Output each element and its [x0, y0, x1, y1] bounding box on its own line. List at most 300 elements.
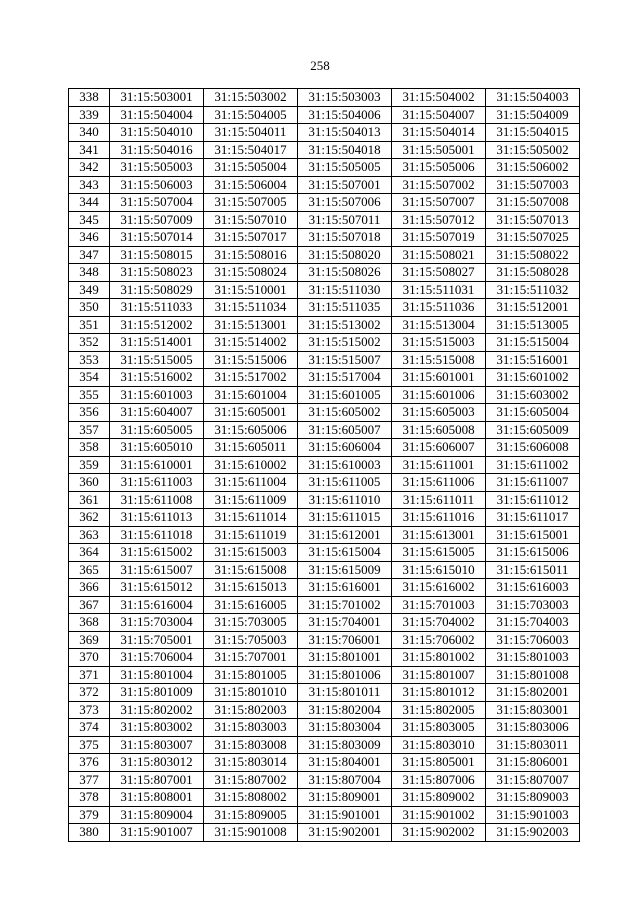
- cadastral-code-cell: 31:15:507018: [298, 229, 392, 247]
- cadastral-code-cell: 31:15:515002: [298, 334, 392, 352]
- cadastral-code-cell: 31:15:504010: [110, 124, 204, 142]
- cadastral-code-cell: 31:15:703005: [204, 614, 298, 632]
- cadastral-code-cell: 31:15:611011: [392, 491, 486, 509]
- row-number-cell: 374: [69, 719, 110, 737]
- cadastral-code-cell: 31:15:801005: [204, 666, 298, 684]
- cadastral-code-cell: 31:15:507004: [110, 194, 204, 212]
- cadastral-code-cell: 31:15:809005: [204, 806, 298, 824]
- row-number-cell: 351: [69, 316, 110, 334]
- table-row: [69, 141, 580, 159]
- cadastral-code-cell: 31:15:615009: [298, 561, 392, 579]
- row-number-cell: 338: [69, 89, 110, 107]
- cadastral-code-cell: 31:15:517002: [204, 369, 298, 387]
- cadastral-code-cell: 31:15:804001: [298, 754, 392, 772]
- table-row: [69, 701, 580, 719]
- table-row: [69, 824, 580, 842]
- row-number-cell: 363: [69, 526, 110, 544]
- cadastral-code-cell: 31:15:901008: [204, 824, 298, 842]
- cadastral-code-cell: 31:15:703004: [110, 614, 204, 632]
- cadastral-code-cell: 31:15:513002: [298, 316, 392, 334]
- cadastral-code-cell: 31:15:611006: [392, 474, 486, 492]
- table-row: [69, 474, 580, 492]
- cadastral-code-cell: 31:15:807004: [298, 771, 392, 789]
- cadastral-code-cell: 31:15:601005: [298, 386, 392, 404]
- row-number-cell: 339: [69, 106, 110, 124]
- row-number-cell: 373: [69, 701, 110, 719]
- cadastral-code-cell: 31:15:508020: [298, 246, 392, 264]
- row-number-cell: 362: [69, 509, 110, 527]
- cadastral-code-cell: 31:15:803011: [486, 736, 580, 754]
- cadastral-code-cell: 31:15:605010: [110, 439, 204, 457]
- cadastral-code-cell: 31:15:801009: [110, 684, 204, 702]
- cadastral-code-cell: 31:15:611001: [392, 456, 486, 474]
- table-row: [69, 229, 580, 247]
- cadastral-code-cell: 31:15:513001: [204, 316, 298, 334]
- cadastral-code-cell: 31:15:805001: [392, 754, 486, 772]
- cadastral-code-cell: 31:15:508021: [392, 246, 486, 264]
- cadastral-code-cell: 31:15:511036: [392, 299, 486, 317]
- cadastral-code-cell: 31:15:706001: [298, 631, 392, 649]
- table-row: [69, 334, 580, 352]
- cadastral-code-cell: 31:15:605004: [486, 404, 580, 422]
- table-row: [69, 404, 580, 422]
- row-number-cell: 366: [69, 579, 110, 597]
- cadastral-code-cell: 31:15:806001: [486, 754, 580, 772]
- row-number-cell: 368: [69, 614, 110, 632]
- table-row: [69, 614, 580, 632]
- cadastral-code-cell: 31:15:611015: [298, 509, 392, 527]
- cadastral-code-cell: 31:15:605009: [486, 421, 580, 439]
- row-number-cell: 347: [69, 246, 110, 264]
- cadastral-code-cell: 31:15:807006: [392, 771, 486, 789]
- cadastral-code-cell: 31:15:516002: [110, 369, 204, 387]
- cadastral-code-cell: 31:15:605005: [110, 421, 204, 439]
- cadastral-code-cell: 31:15:704003: [486, 614, 580, 632]
- cadastral-code-cell: 31:15:803001: [486, 701, 580, 719]
- cadastral-code-cell: 31:15:615011: [486, 561, 580, 579]
- cadastral-code-cell: 31:15:504015: [486, 124, 580, 142]
- cadastral-code-cell: 31:15:505001: [392, 141, 486, 159]
- row-number-cell: 346: [69, 229, 110, 247]
- cadastral-code-cell: 31:15:512001: [486, 299, 580, 317]
- table-row: [69, 456, 580, 474]
- cadastral-code-cell: 31:15:803006: [486, 719, 580, 737]
- cadastral-code-cell: 31:15:801006: [298, 666, 392, 684]
- cadastral-code-cell: 31:15:605002: [298, 404, 392, 422]
- cadastral-code-cell: 31:15:613001: [392, 526, 486, 544]
- table-row: [69, 421, 580, 439]
- cadastral-code-cell: 31:15:516001: [486, 351, 580, 369]
- cadastral-code-cell: 31:15:802003: [204, 701, 298, 719]
- table-row: [69, 351, 580, 369]
- cadastral-code-cell: 31:15:507002: [392, 176, 486, 194]
- cadastral-code-cell: 31:15:504006: [298, 106, 392, 124]
- cadastral-code-cell: 31:15:505005: [298, 159, 392, 177]
- row-number-cell: 344: [69, 194, 110, 212]
- cadastral-code-cell: 31:15:511032: [486, 281, 580, 299]
- cadastral-code-cell: 31:15:508015: [110, 246, 204, 264]
- cadastral-code-cell: 31:15:611009: [204, 491, 298, 509]
- cadastral-code-cell: 31:15:604007: [110, 404, 204, 422]
- row-number-cell: 343: [69, 176, 110, 194]
- cadastral-code-cell: 31:15:605006: [204, 421, 298, 439]
- cadastral-code-cell: 31:15:515004: [486, 334, 580, 352]
- cadastral-code-cell: 31:15:611005: [298, 474, 392, 492]
- cadastral-code-cell: 31:15:507007: [392, 194, 486, 212]
- cadastral-code-cell: 31:15:611007: [486, 474, 580, 492]
- cadastral-code-cell: 31:15:508024: [204, 264, 298, 282]
- cadastral-code-cell: 31:15:601001: [392, 369, 486, 387]
- table-row: [69, 439, 580, 457]
- cadastral-code-cell: 31:15:508026: [298, 264, 392, 282]
- cadastral-code-cell: 31:15:508016: [204, 246, 298, 264]
- cadastral-code-cell: 31:15:511030: [298, 281, 392, 299]
- cadastral-code-cell: 31:15:801011: [298, 684, 392, 702]
- cadastral-code-cell: 31:15:801007: [392, 666, 486, 684]
- cadastral-code-cell: 31:15:511033: [110, 299, 204, 317]
- cadastral-code-cell: 31:15:615010: [392, 561, 486, 579]
- cadastral-code-cell: 31:15:507001: [298, 176, 392, 194]
- page-number: 258: [310, 58, 330, 73]
- cadastral-code-cell: 31:15:508029: [110, 281, 204, 299]
- table-row: [69, 579, 580, 597]
- cadastral-code-cell: 31:15:611002: [486, 456, 580, 474]
- cadastral-code-cell: 31:15:515007: [298, 351, 392, 369]
- cadastral-code-cell: 31:15:704001: [298, 614, 392, 632]
- cadastral-code-cell: 31:15:615005: [392, 544, 486, 562]
- row-number-cell: 365: [69, 561, 110, 579]
- table-row: [69, 369, 580, 387]
- cadastral-code-cell: 31:15:504014: [392, 124, 486, 142]
- row-number-cell: 357: [69, 421, 110, 439]
- cadastral-code-cell: 31:15:504011: [204, 124, 298, 142]
- cadastral-code-cell: 31:15:504004: [110, 106, 204, 124]
- row-number-cell: 350: [69, 299, 110, 317]
- row-number-cell: 376: [69, 754, 110, 772]
- cadastral-code-cell: 31:15:511031: [392, 281, 486, 299]
- cadastral-code-cell: 31:15:507009: [110, 211, 204, 229]
- cadastral-code-cell: 31:15:507019: [392, 229, 486, 247]
- cadastral-code-cell: 31:15:507005: [204, 194, 298, 212]
- cadastral-code-cell: 31:15:615004: [298, 544, 392, 562]
- cadastral-code-cell: 31:15:703003: [486, 596, 580, 614]
- cadastral-code-cell: 31:15:802002: [110, 701, 204, 719]
- cadastral-code-cell: 31:15:506002: [486, 159, 580, 177]
- cadastral-code-cell: 31:15:507003: [486, 176, 580, 194]
- row-number-cell: 345: [69, 211, 110, 229]
- table-row: [69, 246, 580, 264]
- cadastral-code-cell: 31:15:605011: [204, 439, 298, 457]
- cadastral-code-cell: 31:15:603002: [486, 386, 580, 404]
- row-number-cell: 367: [69, 596, 110, 614]
- table-row: [69, 491, 580, 509]
- cadastral-code-cell: 31:15:803012: [110, 754, 204, 772]
- row-number-cell: 356: [69, 404, 110, 422]
- cadastral-code-cell: 31:15:601006: [392, 386, 486, 404]
- cadastral-code-cell: 31:15:515003: [392, 334, 486, 352]
- cadastral-code-cell: 31:15:505006: [392, 159, 486, 177]
- cadastral-code-cell: 31:15:511034: [204, 299, 298, 317]
- row-number-cell: 370: [69, 649, 110, 667]
- cadastral-code-cell: 31:15:605008: [392, 421, 486, 439]
- table-row: [69, 771, 580, 789]
- cadastral-code-cell: 31:15:808001: [110, 789, 204, 807]
- cadastral-code-cell: 31:15:802005: [392, 701, 486, 719]
- cadastral-code-cell: 31:15:809003: [486, 789, 580, 807]
- cadastral-code-cell: 31:15:611003: [110, 474, 204, 492]
- table-row: [69, 561, 580, 579]
- cadastral-code-cell: 31:15:611017: [486, 509, 580, 527]
- table-row: [69, 176, 580, 194]
- cadastral-code-cell: 31:15:611013: [110, 509, 204, 527]
- cadastral-code-cell: 31:15:610003: [298, 456, 392, 474]
- cadastral-code-cell: 31:15:504002: [392, 89, 486, 107]
- table-row: [69, 194, 580, 212]
- cadastral-code-cell: 31:15:611016: [392, 509, 486, 527]
- table-row: [69, 544, 580, 562]
- cadastral-code-cell: 31:15:503003: [298, 89, 392, 107]
- cadastral-code-cell: 31:15:503002: [204, 89, 298, 107]
- table-row: [69, 596, 580, 614]
- cadastral-code-cell: 31:15:803003: [204, 719, 298, 737]
- cadastral-code-cell: 31:15:505004: [204, 159, 298, 177]
- table-row: [69, 526, 580, 544]
- table-row: [69, 299, 580, 317]
- table-row: [69, 666, 580, 684]
- cadastral-code-cell: 31:15:615008: [204, 561, 298, 579]
- table-row: [69, 159, 580, 177]
- cadastral-code-cell: 31:15:801008: [486, 666, 580, 684]
- cadastral-code-cell: 31:15:706003: [486, 631, 580, 649]
- table-row: [69, 719, 580, 737]
- cadastral-code-cell: 31:15:803002: [110, 719, 204, 737]
- cadastral-code-cell: 31:15:515006: [204, 351, 298, 369]
- cadastral-code-cell: 31:15:506004: [204, 176, 298, 194]
- table-row: [69, 281, 580, 299]
- cadastral-code-cell: 31:15:504007: [392, 106, 486, 124]
- cadastral-code-cell: 31:15:512002: [110, 316, 204, 334]
- row-number-cell: 379: [69, 806, 110, 824]
- row-number-cell: 354: [69, 369, 110, 387]
- cadastral-code-cell: 31:15:503001: [110, 89, 204, 107]
- cadastral-code-cell: 31:15:513005: [486, 316, 580, 334]
- row-number-cell: 378: [69, 789, 110, 807]
- row-number-cell: 380: [69, 824, 110, 842]
- row-number-cell: 364: [69, 544, 110, 562]
- row-number-cell: 349: [69, 281, 110, 299]
- cadastral-code-cell: 31:15:610001: [110, 456, 204, 474]
- cadastral-code-cell: 31:15:807001: [110, 771, 204, 789]
- cadastral-code-cell: 31:15:507011: [298, 211, 392, 229]
- cadastral-code-cell: 31:15:803005: [392, 719, 486, 737]
- table-row: [69, 386, 580, 404]
- cadastral-code-cell: 31:15:615006: [486, 544, 580, 562]
- table-row: [69, 89, 580, 107]
- cadastral-code-cell: 31:15:507014: [110, 229, 204, 247]
- table-row: [69, 124, 580, 142]
- cadastral-code-cell: 31:15:506003: [110, 176, 204, 194]
- cadastral-codes-table: [68, 88, 580, 842]
- cadastral-code-cell: 31:15:706002: [392, 631, 486, 649]
- cadastral-code-cell: 31:15:504017: [204, 141, 298, 159]
- cadastral-code-cell: 31:15:616001: [298, 579, 392, 597]
- table-row: [69, 736, 580, 754]
- cadastral-code-cell: 31:15:701003: [392, 596, 486, 614]
- row-number-cell: 372: [69, 684, 110, 702]
- cadastral-code-cell: 31:15:611004: [204, 474, 298, 492]
- row-number-cell: 342: [69, 159, 110, 177]
- cadastral-code-cell: 31:15:611019: [204, 526, 298, 544]
- cadastral-code-cell: 31:15:615013: [204, 579, 298, 597]
- cadastral-code-cell: 31:15:616005: [204, 596, 298, 614]
- cadastral-code-cell: 31:15:515005: [110, 351, 204, 369]
- row-number-cell: 358: [69, 439, 110, 457]
- cadastral-code-cell: 31:15:803010: [392, 736, 486, 754]
- cadastral-code-cell: 31:15:615001: [486, 526, 580, 544]
- cadastral-code-cell: 31:15:605007: [298, 421, 392, 439]
- cadastral-code-cell: 31:15:701002: [298, 596, 392, 614]
- table-row: [69, 316, 580, 334]
- cadastral-code-cell: 31:15:705003: [204, 631, 298, 649]
- row-number-cell: 348: [69, 264, 110, 282]
- cadastral-code-cell: 31:15:601003: [110, 386, 204, 404]
- cadastral-code-cell: 31:15:615012: [110, 579, 204, 597]
- table-row: [69, 806, 580, 824]
- row-number-cell: 371: [69, 666, 110, 684]
- cadastral-code-cell: 31:15:611008: [110, 491, 204, 509]
- cadastral-code-cell: 31:15:507012: [392, 211, 486, 229]
- table-row: [69, 106, 580, 124]
- cadastral-code-cell: 31:15:612001: [298, 526, 392, 544]
- cadastral-code-cell: 31:15:706004: [110, 649, 204, 667]
- cadastral-code-cell: 31:15:801003: [486, 649, 580, 667]
- table-row: [69, 684, 580, 702]
- cadastral-code-cell: 31:15:803008: [204, 736, 298, 754]
- cadastral-code-cell: 31:15:507008: [486, 194, 580, 212]
- cadastral-code-cell: 31:15:507017: [204, 229, 298, 247]
- table-row: [69, 789, 580, 807]
- cadastral-code-cell: 31:15:803007: [110, 736, 204, 754]
- cadastral-code-cell: 31:15:504009: [486, 106, 580, 124]
- cadastral-code-cell: 31:15:515008: [392, 351, 486, 369]
- cadastral-code-cell: 31:15:615003: [204, 544, 298, 562]
- cadastral-code-cell: 31:15:801012: [392, 684, 486, 702]
- cadastral-code-cell: 31:15:902002: [392, 824, 486, 842]
- cadastral-code-cell: 31:15:510001: [204, 281, 298, 299]
- row-number-cell: 355: [69, 386, 110, 404]
- cadastral-code-cell: 31:15:901007: [110, 824, 204, 842]
- cadastral-code-cell: 31:15:611018: [110, 526, 204, 544]
- cadastral-code-cell: 31:15:902003: [486, 824, 580, 842]
- cadastral-code-cell: 31:15:902001: [298, 824, 392, 842]
- row-number-cell: 353: [69, 351, 110, 369]
- cadastral-code-cell: 31:15:616003: [486, 579, 580, 597]
- cadastral-code-cell: 31:15:504005: [204, 106, 298, 124]
- cadastral-code-cell: 31:15:901003: [486, 806, 580, 824]
- cadastral-code-cell: 31:15:507010: [204, 211, 298, 229]
- cadastral-code-cell: 31:15:606008: [486, 439, 580, 457]
- cadastral-code-cell: 31:15:507025: [486, 229, 580, 247]
- cadastral-code-cell: 31:15:611010: [298, 491, 392, 509]
- cadastral-code-cell: 31:15:704002: [392, 614, 486, 632]
- cadastral-code-cell: 31:15:801001: [298, 649, 392, 667]
- cadastral-code-cell: 31:15:802004: [298, 701, 392, 719]
- row-number-cell: 340: [69, 124, 110, 142]
- cadastral-code-cell: 31:15:513004: [392, 316, 486, 334]
- cadastral-code-cell: 31:15:616002: [392, 579, 486, 597]
- cadastral-code-cell: 31:15:508022: [486, 246, 580, 264]
- cadastral-code-cell: 31:15:508023: [110, 264, 204, 282]
- cadastral-code-cell: 31:15:504013: [298, 124, 392, 142]
- cadastral-code-cell: 31:15:504003: [486, 89, 580, 107]
- cadastral-code-cell: 31:15:508028: [486, 264, 580, 282]
- cadastral-code-cell: 31:15:511035: [298, 299, 392, 317]
- cadastral-code-cell: 31:15:901002: [392, 806, 486, 824]
- cadastral-code-cell: 31:15:611012: [486, 491, 580, 509]
- row-number-cell: 375: [69, 736, 110, 754]
- cadastral-code-cell: 31:15:508027: [392, 264, 486, 282]
- cadastral-code-cell: 31:15:615002: [110, 544, 204, 562]
- cadastral-code-cell: 31:15:504018: [298, 141, 392, 159]
- cadastral-code-cell: 31:15:801004: [110, 666, 204, 684]
- row-number-cell: 352: [69, 334, 110, 352]
- cadastral-code-cell: 31:15:809002: [392, 789, 486, 807]
- cadastral-code-cell: 31:15:514001: [110, 334, 204, 352]
- cadastral-code-cell: 31:15:610002: [204, 456, 298, 474]
- cadastral-code-cell: 31:15:606007: [392, 439, 486, 457]
- cadastral-code-cell: 31:15:901001: [298, 806, 392, 824]
- cadastral-code-cell: 31:15:801010: [204, 684, 298, 702]
- cadastral-code-cell: 31:15:809004: [110, 806, 204, 824]
- cadastral-code-cell: 31:15:809001: [298, 789, 392, 807]
- cadastral-code-cell: 31:15:616004: [110, 596, 204, 614]
- cadastral-code-cell: 31:15:802001: [486, 684, 580, 702]
- row-number-cell: 377: [69, 771, 110, 789]
- cadastral-code-cell: 31:15:606004: [298, 439, 392, 457]
- cadastral-code-cell: 31:15:808002: [204, 789, 298, 807]
- cadastral-code-cell: 31:15:507006: [298, 194, 392, 212]
- row-number-cell: 369: [69, 631, 110, 649]
- cadastral-code-cell: 31:15:803004: [298, 719, 392, 737]
- cadastral-code-cell: 31:15:807002: [204, 771, 298, 789]
- cadastral-code-cell: 31:15:803009: [298, 736, 392, 754]
- table-row: [69, 754, 580, 772]
- row-number-cell: 360: [69, 474, 110, 492]
- cadastral-code-cell: 31:15:707001: [204, 649, 298, 667]
- row-number-cell: 359: [69, 456, 110, 474]
- cadastral-code-cell: 31:15:601004: [204, 386, 298, 404]
- row-number-cell: 341: [69, 141, 110, 159]
- cadastral-code-cell: 31:15:801002: [392, 649, 486, 667]
- cadastral-code-cell: 31:15:605001: [204, 404, 298, 422]
- cadastral-code-cell: 31:15:505003: [110, 159, 204, 177]
- cadastral-code-cell: 31:15:601002: [486, 369, 580, 387]
- cadastral-code-cell: 31:15:803014: [204, 754, 298, 772]
- cadastral-code-cell: 31:15:504016: [110, 141, 204, 159]
- table-row: [69, 649, 580, 667]
- cadastral-code-cell: 31:15:507013: [486, 211, 580, 229]
- table-row: [69, 264, 580, 282]
- table-row: [69, 509, 580, 527]
- cadastral-code-cell: 31:15:517004: [298, 369, 392, 387]
- row-number-cell: 361: [69, 491, 110, 509]
- cadastral-code-cell: 31:15:505002: [486, 141, 580, 159]
- cadastral-code-cell: 31:15:807007: [486, 771, 580, 789]
- cadastral-code-cell: 31:15:605003: [392, 404, 486, 422]
- table-row: [69, 211, 580, 229]
- table-body: [69, 89, 580, 842]
- cadastral-code-cell: 31:15:514002: [204, 334, 298, 352]
